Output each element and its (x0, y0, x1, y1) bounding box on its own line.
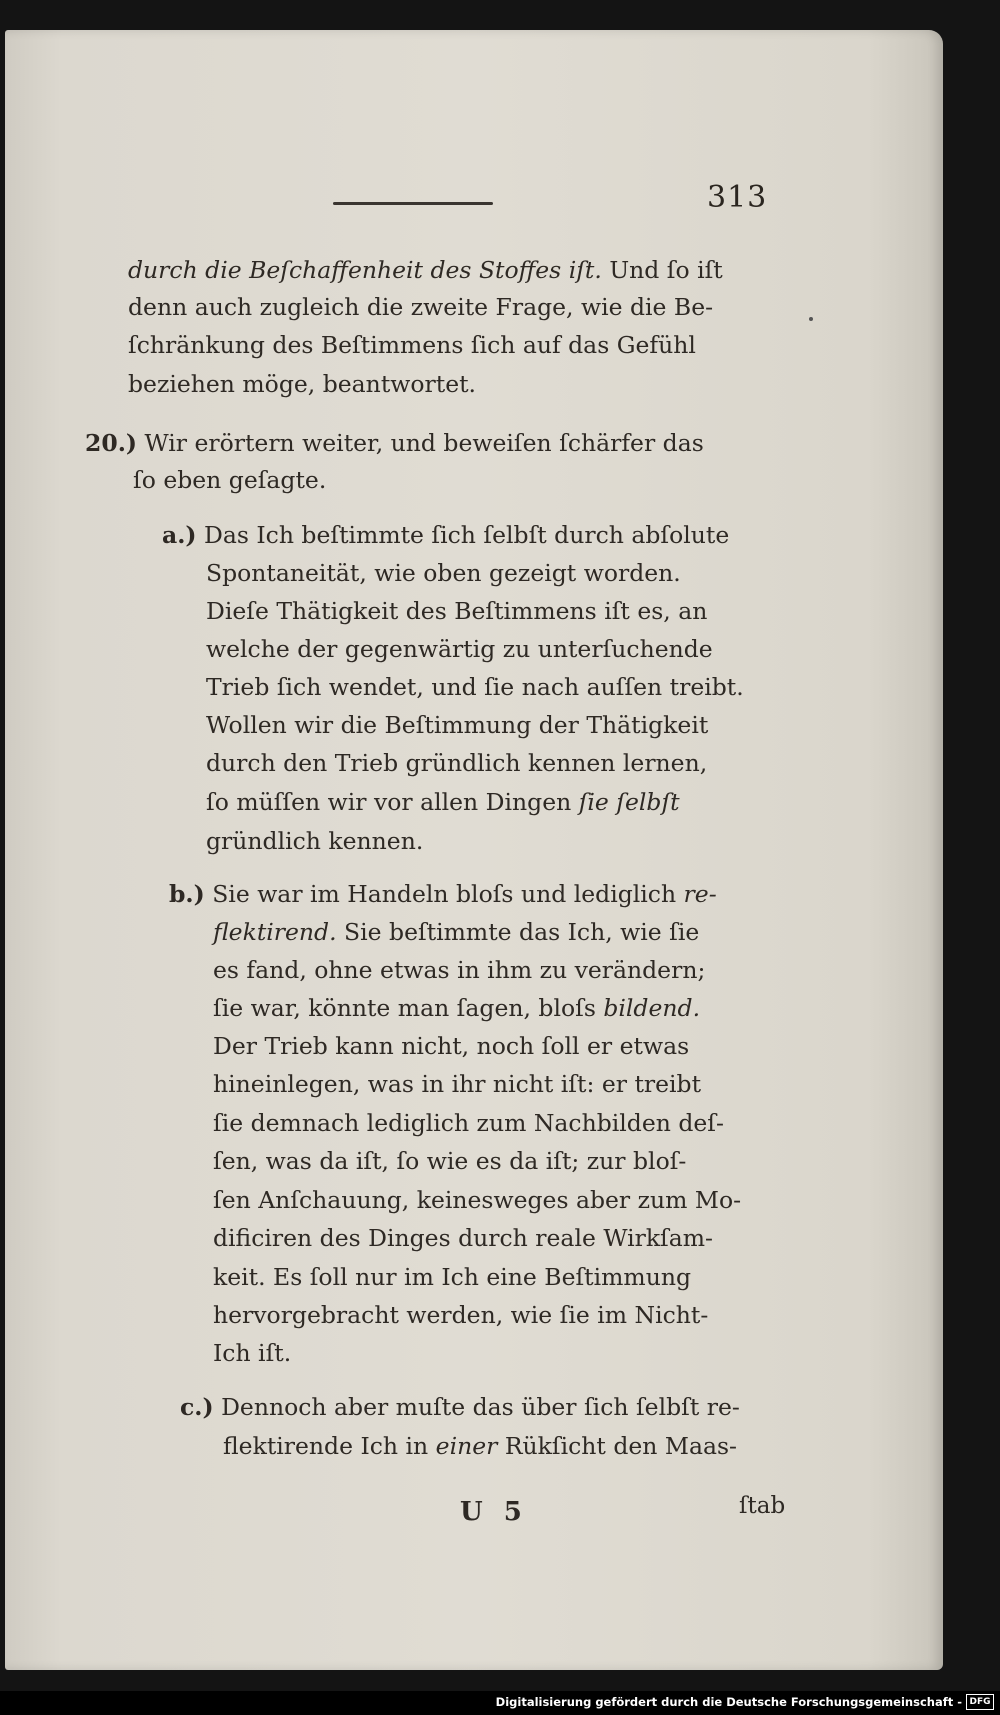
text-segment: Rükſicht den Maas- (497, 1432, 737, 1460)
text-line (213, 952, 705, 990)
text-line (213, 1220, 713, 1258)
text-line (213, 1066, 701, 1104)
text-line (206, 707, 708, 745)
text-segment: ſie demnach lediglich zum Nachbilden deſ- (213, 1109, 724, 1137)
text-segment: Spontaneität, wie oben gezeigt worden. (206, 559, 681, 587)
text-segment: Sie beſtimmte das Ich, wie ſie (336, 918, 700, 946)
section-marker: c.) (180, 1393, 214, 1421)
text-segment: gründlich kennen. (206, 827, 424, 855)
text-segment: hineinlegen, was in ihr nicht iſt: er treibt (213, 1070, 702, 1098)
catchword: ſtab (739, 1493, 786, 1519)
text-line (206, 555, 681, 593)
text-line (213, 1028, 689, 1066)
header-rule (333, 202, 493, 205)
text-segment: flektirende Ich in (223, 1432, 436, 1460)
section-marker: 20.) (85, 429, 138, 457)
signature-mark: U 5 (460, 1497, 528, 1527)
italic-text: ſie ſelbſt (578, 788, 680, 816)
footer-bar (0, 1691, 1000, 1715)
italic-text: re- (683, 880, 717, 908)
text-line (213, 1259, 691, 1297)
text-segment: ſchränkung des Beſtimmens ſich auf das Gefühl (128, 331, 696, 359)
text-segment: beziehen möge, beantwortet. (128, 370, 477, 398)
text-segment: Sie war im Handeln bloſs und lediglich (204, 880, 684, 908)
text-line (180, 1389, 740, 1427)
text-segment: welche der gegenwärtig zu unterſuchende (206, 635, 713, 663)
text-line (206, 631, 713, 669)
text-segment: ſo müſſen wir vor allen Dingen (206, 788, 579, 816)
text-segment: Trieb ſich wendet, und ſie nach auſſen treibt. (206, 673, 744, 701)
italic-text: flektirend. (213, 918, 337, 946)
text-line (128, 289, 713, 327)
italic-text: bildend. (603, 994, 701, 1022)
text-line (206, 823, 423, 861)
text-line (162, 517, 729, 555)
text-segment: keit. Es ſoll nur im Ich eine Beſtimmung (213, 1263, 692, 1291)
text-segment: Und ſo iſt (601, 256, 723, 284)
text-segment: Das Ich beſtimmte ſich ſelbſt durch abſolute (196, 521, 730, 549)
text-segment: Der Trieb kann nicht, noch ſoll er etwas (213, 1032, 690, 1060)
text-line (213, 1105, 724, 1143)
section-marker: b.) (169, 880, 205, 908)
text-line (128, 252, 723, 290)
text-segment: ſo eben geſagte. (133, 466, 327, 494)
text-line (206, 745, 707, 783)
text-line (213, 1335, 291, 1373)
text-segment: dificiren des Dinges durch reale Wirkſam- (213, 1224, 713, 1252)
text-line (213, 914, 699, 952)
text-line (169, 876, 717, 914)
text-line (206, 669, 744, 707)
text-line (223, 1428, 737, 1466)
text-segment: ſen, was da iſt, ſo wie es da iſt; zur bloſ- (213, 1147, 687, 1175)
text-line (213, 1182, 741, 1220)
text-line (128, 366, 476, 404)
section-marker: a.) (162, 521, 197, 549)
text-line (133, 462, 326, 500)
text-segment: es fand, ohne etwas in ihm zu verändern; (213, 956, 706, 984)
text-segment: durch den Trieb gründlich kennen lernen, (206, 749, 708, 777)
text-segment: Wir erörtern weiter, und beweiſen ſchärfer das (137, 429, 704, 457)
text-line (213, 1297, 708, 1335)
text-segment: hervorgebracht werden, wie ſie im Nicht- (213, 1301, 709, 1329)
text-segment: denn auch zugleich die zweite Frage, wie die Be- (128, 293, 714, 321)
dfg-logo: DFG (966, 1694, 994, 1710)
text-line (128, 327, 696, 365)
text-line (206, 784, 680, 822)
text-segment: ſie war, könnte man ſagen, bloſs (213, 994, 604, 1022)
book-page (5, 30, 943, 1670)
text-line (206, 593, 707, 631)
page-number: 313 (707, 180, 768, 215)
text-segment: Dennoch aber muſte das über ſich ſelbſt re- (213, 1393, 740, 1421)
ink-speck (809, 317, 813, 321)
text-segment: ſen Anſchauung, keinesweges aber zum Mo- (213, 1186, 742, 1214)
text-segment: Ich iſt. (213, 1339, 292, 1367)
text-line (213, 990, 700, 1028)
italic-text: durch die Beſchaffenheit des Stoffes iſt. (128, 256, 602, 284)
text-segment: Dieſe Thätigkeit des Beſtimmens iſt es, an (206, 597, 708, 625)
text-segment: Wollen wir die Beſtimmung der Thätigkeit (206, 711, 709, 739)
text-line (213, 1143, 686, 1181)
footer-credit: Digitalisierung gefördert durch die Deutsche Forschungsgemeinschaft - (495, 1695, 962, 1709)
text-line (85, 425, 704, 463)
italic-text: einer (435, 1432, 498, 1460)
